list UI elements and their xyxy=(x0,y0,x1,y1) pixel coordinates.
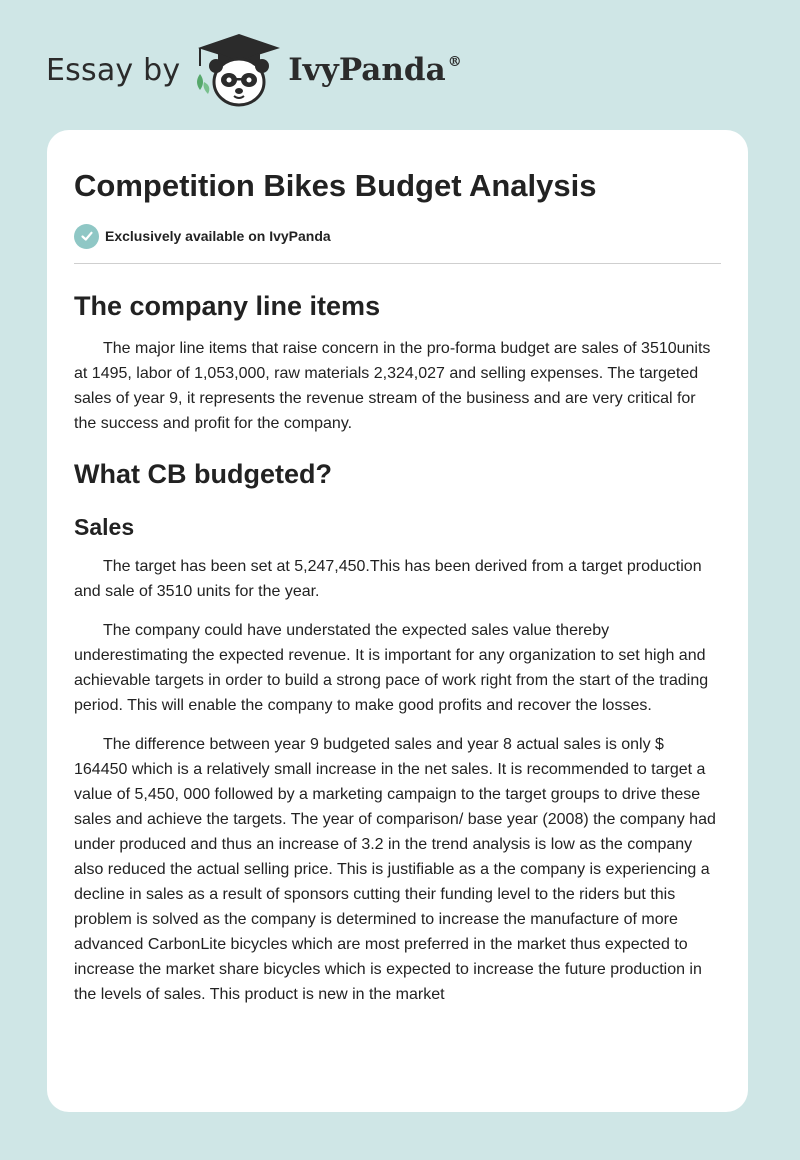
brand-logo-text: IvyPanda ® xyxy=(288,52,462,88)
page-title: Competition Bikes Budget Analysis xyxy=(74,168,597,203)
subsection-heading: Sales xyxy=(74,514,135,540)
paragraph: The target has been set at 5,247,450.This has been derived from a target production and sale of 3510 units for the year. xyxy=(74,558,702,600)
paragraph: The major line items that raise concern in the pro-forma budget are sales of 3510units at 1495, labor of 1,053,000, raw materials 2,324,027 and selling expenses. The targeted sales of year 9, it represents the revenue stream of the business and are very critical for the success and profit for the company. xyxy=(74,340,711,432)
essay-by-label: Essay by xyxy=(46,52,181,88)
panda-graduate-icon xyxy=(194,30,284,110)
site-header xyxy=(46,30,462,110)
section-heading: The company line items xyxy=(74,291,381,321)
paragraph: The difference between year 9 budgeted sales and year 8 actual sales is only $ 164450 which is a relatively small increase in the net sales. It is recommended to target a value of 5,450, 000 followed by a marketing campaign to the target groups to drive these sales and achieve the targets. The year of comparison/ base year (2008) the company had under produced and thus an increase of 3.2 in the trend analysis is low as the company also reduced the actual selling price. This is justifiable as a the company is experiencing a decline in sales as a result of sponsors cutting their funding level to the riders but this problem is solved as the company is determined to increase the manufacture of more advanced CarbonLite bicycles which are most preferred in the market thus expected to increase the market share bicycles which is expected to increase the future production in the levels of sales. This product is new in the market xyxy=(74,736,716,1003)
paragraph: The company could have understated the expected sales value thereby underestimating the expected revenue. It is important for any organization to set high and achievable targets in order to build a strong pace of work right from the start of the trading period. This will enable the company to make good profits and recover the losses. xyxy=(74,622,709,714)
check-icon xyxy=(74,224,99,249)
exclusive-badge xyxy=(74,223,721,249)
section-heading: What CB budgeted? xyxy=(74,459,332,489)
divider xyxy=(74,263,721,264)
essay-card xyxy=(47,130,748,1112)
exclusive-label: Exclusively available on IvyPanda xyxy=(105,228,331,244)
